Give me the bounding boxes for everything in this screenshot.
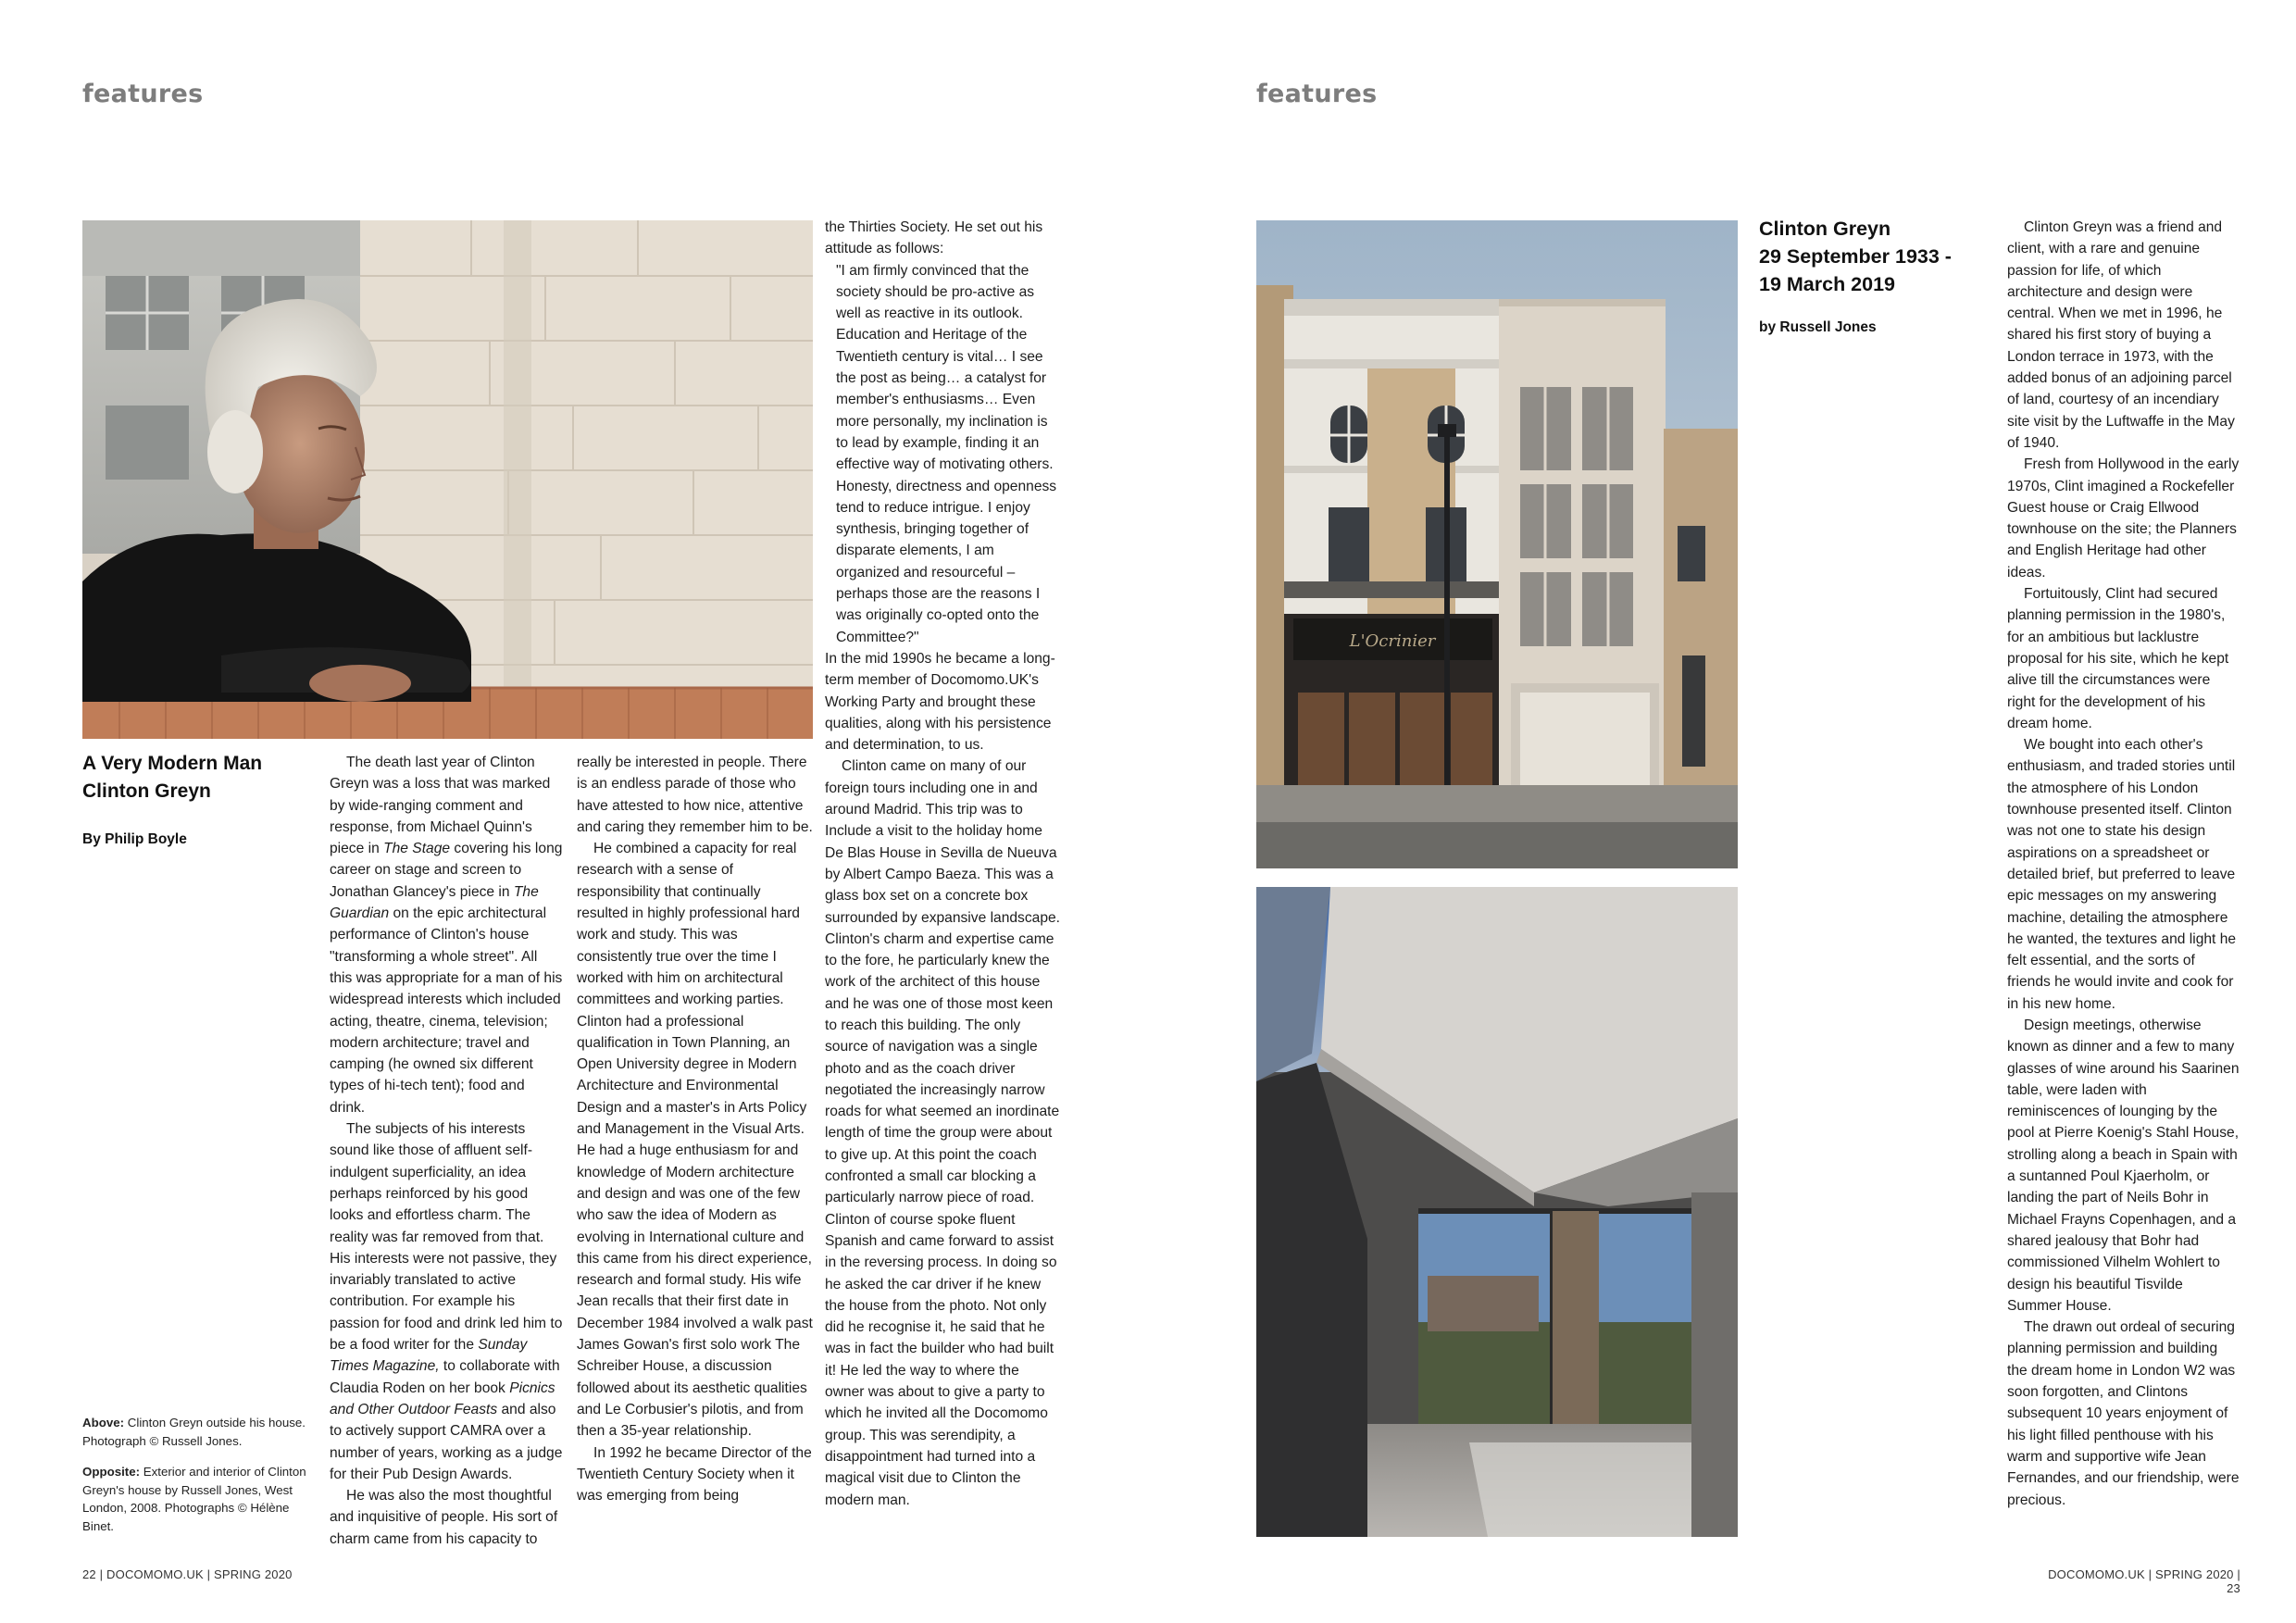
page-footer-right: DOCOMOMO.UK | SPRING 2020 | 23: [2048, 1567, 2240, 1595]
paragraph: the Thirties Society. He set out his attitude as follows:: [825, 219, 1043, 257]
paragraph: Clinton Greyn was a friend and client, with a rare and genuine passion for life, of which architecture and design were central. When we met in 1996, he shared his first story of buying a London terrace in 1973, with the added bonus of an adjoining parcel of land, courtesy of an incendiary site visit by the Luftwaffe in the May of 1940.: [2007, 219, 2235, 451]
paragraph: Design meetings, otherwise known as dinner and a few to many glasses of wine around his Saarinen table, were laden with reminiscences of lounging by the pool at Pierre Koenig's Stahl House, strolling along a beach in Spain with a suntanned Poul Kjaerholm, or landing the part of Neils Bohr in Michael Frayns Copenhagen, and a shared jealousy that Bohr had commissioned Vilhelm Wohlert to design his beautiful Tisvilde Summer House.: [2007, 1017, 2240, 1314]
exterior-photo: [1256, 220, 1738, 868]
paragraph: Fortuitously, Clint had secured planning permission in the 1980's, for an ambitious but lacklustre proposal for his site, which he kept alive till the circumstances were right for the development of his dream home.: [2007, 586, 2229, 731]
paragraph: He combined a capacity for real research with a sense of responsibility that continually resulted in highly professional hard work and study. This was consistently true over the time I worked with him on architectural committees and working parties. Clinton had a professional qualification in Town Planning, an Open University degree in Modern Architecture and Environmental Design and a master's in Arts Policy and Management in the Visual Arts. He had a huge enthusiasm for and knowledge of Modern architecture and design and was one of the few who saw the idea of Modern as evolving in International culture and this came from his direct experience, research and formal study. His wife Jean recalls that their first date in December 1984 involved a walk past James Gowan's first solo work The Schreiber House, a discussion followed about its aesthetic qualities and Le Corbusier's pilotis, and from then a 35-year relationship.: [577, 841, 813, 1440]
article-column-1: [330, 752, 563, 1550]
obituary-column: [2007, 217, 2240, 1511]
caption-opposite: Opposite: Exterior and interior of Clinton Greyn's house by Russell Jones, West London, 2008. Photographs © Hélène Binet.: [82, 1465, 306, 1533]
shop-sign-text: L'Ocrinier: [1349, 631, 1436, 651]
photo-captions: [82, 1414, 314, 1548]
byline: by Russell Jones: [1759, 319, 1877, 335]
title-line-2: Clinton Greyn: [82, 780, 211, 802]
title-line-1: A Very Modern Man: [82, 753, 263, 774]
article-title: [82, 750, 262, 805]
article-column-3: [825, 217, 1060, 1511]
section-label: features: [1256, 80, 1378, 108]
section-label: features: [82, 80, 204, 108]
article-column-2: [577, 752, 813, 1506]
portrait-photo: [82, 220, 813, 739]
interior-photo: [1256, 887, 1738, 1537]
paragraph: We bought into each other's enthusiasm, and traded stories until the atmosphere of his London townhouse presented itself. Clinton was not one to state his design aspirations on a spreadsheet or detailed brief, but preferred to leave epic messages on my answering machine, detailing the atmosphere he wanted, the textures and light he felt essential, and the sorts of friends he would invite and cook for in his new home.: [2007, 737, 2237, 1012]
paragraph: Clinton came on many of our foreign tours including one in and around Madrid. This trip was to Include a visit to the holiday home De Blas House in Sevilla de Nueuva by Albert Campo Baeza. This was a glass box set on a concrete box surrounded by expansive landscape. Clinton's charm and expertise came to the fore, he particularly knew the work of the architect of this house and he was one of those most keen to reach this building. The only source of navigation was a single photo and as the coach driver negotiated the increasingly narrow roads for what seemed an inordinate length of time the group were about to give up. At this point the coach confronted a small car blocking a particularly narrow piece of road. Clinton of course spoke fluent Spanish and came forward to assist in the reversing process. In doing so he asked the car driver if he knew the house from the photo. Not only did he recognise it, he said that he was in fact the builder who had built it! He led the way to where the owner was about to give a party to which he invited all the Docomomo group. This was serendipity, a disappointment had turned into a magical visit due to Clinton the modern man.: [825, 758, 1060, 1508]
paragraph: The death last year of Clinton Greyn was a loss that was marked by wide-ranging comment and response, from Michael Quinn's piece in The Stage covering his long career on stage and screen to Jonathan Glancey's piece in The Guardian on the epic architectural performance of Clinton's house "transforming a whole street". All this was appropriate for a man of his widespread interests which included acting, theatre, cinema, television; modern architecture; travel and camping (he owned six different types of hi-tech tent); food and drink.: [330, 755, 563, 1116]
paragraph: In 1992 he became Director of the Twentieth Century Society when it was emerging from being: [577, 1444, 812, 1504]
pull-quote: "I am firmly convinced that the society should be pro-active as well as reactive in its outlook. Education and Heritage of the Twentieth century is vital… I see the post as being… a catalyst for member's enthusiasms… Even more personally, my inclination is to lead by example, finding it an effective way of motivating others. Honesty, directness and openness tend to reduce intrigue. I enjoy synthesis, bringing together of disparate elements, I am organized and resourceful – perhaps those are the reasons I was originally co-opted onto the Committee?": [836, 262, 1057, 645]
paragraph: really be interested in people. There is an endless parade of those who have attested to how nice, attentive and caring they remember him to be.: [577, 755, 813, 835]
paragraph: The drawn out ordeal of securing planning permission and building the dream home in London W2 was soon forgotten, and Clintons subsequent 10 years enjoyment of his light filled penthouse with his warm and supportive wife Jean Fernandes, and our friendship, were precious.: [2007, 1319, 2240, 1508]
paragraph: The subjects of his interests sound like those of affluent self-indulgent superficiality, an idea perhaps reinforced by his good looks and effortless charm. The reality was far removed from that. His interests were not passive, they invariably translated to active contribution. For example his passion for food and drink led him to be a food writer for the Sunday Times Magazine, to collaborate with Claudia Roden on her book Picnics and Other Outdoor Feasts and also to actively support CAMRA over a number of years, working as a judge for their Pub Design Awards.: [330, 1121, 563, 1482]
paragraph: In the mid 1990s he became a long-term member of Docomomo.UK's Working Party and brought these qualities, along with his persistence and determination, to us.: [825, 650, 1055, 754]
paragraph: He was also the most thoughtful and inquisitive of people. His sort of charm came from his capacity to: [330, 1488, 558, 1547]
title-dates-line-1: 29 September 1933 -: [1759, 245, 1952, 268]
caption-above: Above: Clinton Greyn outside his house. Photograph © Russell Jones.: [82, 1416, 306, 1448]
obituary-title: [1759, 215, 1952, 298]
title-dates-line-2: 19 March 2019: [1759, 273, 1896, 295]
paragraph: Fresh from Hollywood in the early 1970s, Clint imagined a Rockefeller Guest house or Craig Ellwood townhouse on the site; the Planners and English Heritage had other ideas.: [2007, 456, 2240, 581]
page-footer-left: 22 | DOCOMOMO.UK | SPRING 2020: [82, 1567, 293, 1581]
byline: By Philip Boyle: [82, 831, 187, 847]
title-name: Clinton Greyn: [1759, 218, 1891, 240]
